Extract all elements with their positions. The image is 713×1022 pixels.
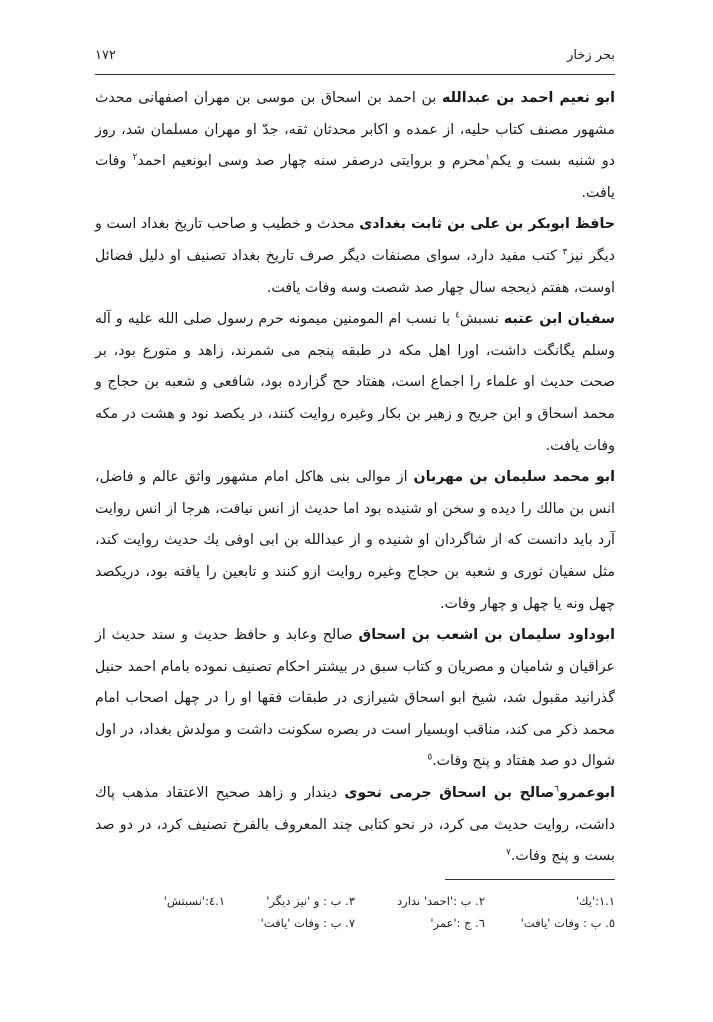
entry-name: صالح بن اسحاق جرمی نحوی: [344, 785, 555, 802]
entry-text: وفات یافت.: [95, 153, 615, 201]
footnote: ۱.۱:'یك': [575, 893, 615, 908]
entry-name: ابو نعیم احمد بن عبدالله: [442, 90, 616, 106]
entry-name: ابوعمرو: [559, 785, 615, 802]
entry-text: دیندار و زاهد صحیح الاعتقاد مذهب پاك داشت، روایت حدیث می کرد، در نحو کتابی چند المعروف بالفرخ تصنیف کرد، در دو صد بست و پنج وفات.: [95, 785, 615, 865]
entry-text: محدث و خطیب و صاحب تاریخ بغداد است و دیگر نیز: [95, 216, 615, 264]
book-page: [95, 48, 615, 934]
footnote-ref: ٥: [427, 752, 433, 763]
header-rule: [95, 74, 615, 75]
footnote: ۷. ب : وفات 'یافت': [260, 915, 355, 930]
footnote-ref: ۳: [562, 247, 568, 258]
footnote-ref: ٦: [554, 784, 560, 795]
running-header: [95, 48, 615, 70]
footnote-ref: ٤: [455, 310, 460, 321]
footnote-rule: [445, 879, 615, 880]
entry-text: از موالی بنی هاکل امام مشهور واثق عالم و فاضل، انس بن مالك را دیده و سخن او شنیده بود اما حدیث از انس نیافت، هرجا از انس روایت آرد باید دانست که از شاگردان او شنیده و از عبدالله بن ابی اوفی یك حدیث روایت کند، مثل سفیان ثوری و شعبه بن حجاج وغیره روایت ازو کنند و تابعین را یافته بود، دریکصد چهل ونه یا چهل و چهار وفات.: [95, 469, 615, 612]
footnote: ۳. ب : و 'نیز دیگر': [266, 893, 355, 908]
footnote-row: [95, 912, 615, 934]
footnote: ٥. ب : وفات 'یافت': [520, 915, 615, 930]
entry-name: سفیان ابن عتبه: [503, 311, 616, 328]
entry-text: بن احمد بن اسحاق بن موسی بن مهران اصفهانی محدث مشهور مصنف کتاب حلیه، از عمده و اکابر محدثان ثقه، جدّ او مهران مسلمان شد، روز دو شنبه بست و یکم: [95, 90, 615, 170]
book-title: بحر زخار: [567, 48, 615, 63]
entry-text: کتب مفید دارد، سوای مصنفات دیگر صرف تاریخ بغداد تصنیف او دلیل فضائل اوست، هفتم ذیحجه سال چهار صد شصت وسه وفات یافت.: [95, 247, 615, 296]
entry-text: صالح وعابد و حافظ حدیث و سند حدیث از عراقیان و شامیان و مصریان و کتاب سبق در بیشتر احکام تصنیف نموده بامام احمد حنبل گذرانید مقبول شد، شیخ ابو اسحاق شیرازی در طبقات فقها او را در چهل اصحاب امام محمد ذکر می کند، مناقب اوبسیار است در بصره سکونت داشت و مولدش بغداد، در اول شوال دو صد هفتاد و پنج وفات.: [95, 627, 615, 770]
entry-name: حافظ ابوبکر بن علی بن ثابت بغدادی: [359, 216, 615, 233]
footnotes: [95, 890, 615, 934]
entry-text: با نسب ام المومنین میمونه حرم رسول صلی الله علیه و آله وسلم یگانگت داشت، اورا اهل مکه در طبقه پنجم می شمرند، زاهد و متورع بود، بر صحت حدیث او علماء را اجماع است، هفتاد حج گزارده بود، شافعی و شعبه بن حجاج و محمد اسحاق و ابن جریح و زهیر بن بکار وغیره روایت کنند، در یکصد نود و هشت در مکه وفات یافت.: [95, 311, 615, 454]
entry-paragraph: [95, 83, 615, 209]
entry-name: ابوداود سلیمان بن اشعب بن اسحاق: [358, 627, 616, 644]
footnote-ref: ۲: [132, 152, 138, 163]
entry-paragraph: [95, 778, 615, 873]
entry-name: ابو محمد سلیمان بن مهربان: [413, 469, 615, 486]
entry-text: محرم و بروایتی درصفر سنه چهار صد وسی ابونعیم احمد: [137, 153, 486, 170]
footnote-ref: ٧: [506, 847, 511, 858]
entry-paragraph: [95, 209, 615, 304]
footnote: ۲. ب :'احمد' ندارد: [397, 893, 485, 908]
footnote: ٦. ج :'عمر': [430, 915, 485, 930]
entry-paragraph: [95, 620, 615, 778]
footnote-row: [95, 890, 615, 912]
footnote-ref: ۱: [485, 152, 491, 163]
entry-paragraph: [95, 462, 615, 620]
main-text: [95, 83, 615, 873]
page-number: ۱۷۲: [95, 48, 116, 63]
entry-paragraph: [95, 304, 615, 462]
footnote: ۱.٤:'نسبتش': [163, 893, 225, 908]
entry-text: نسبش: [459, 311, 504, 328]
